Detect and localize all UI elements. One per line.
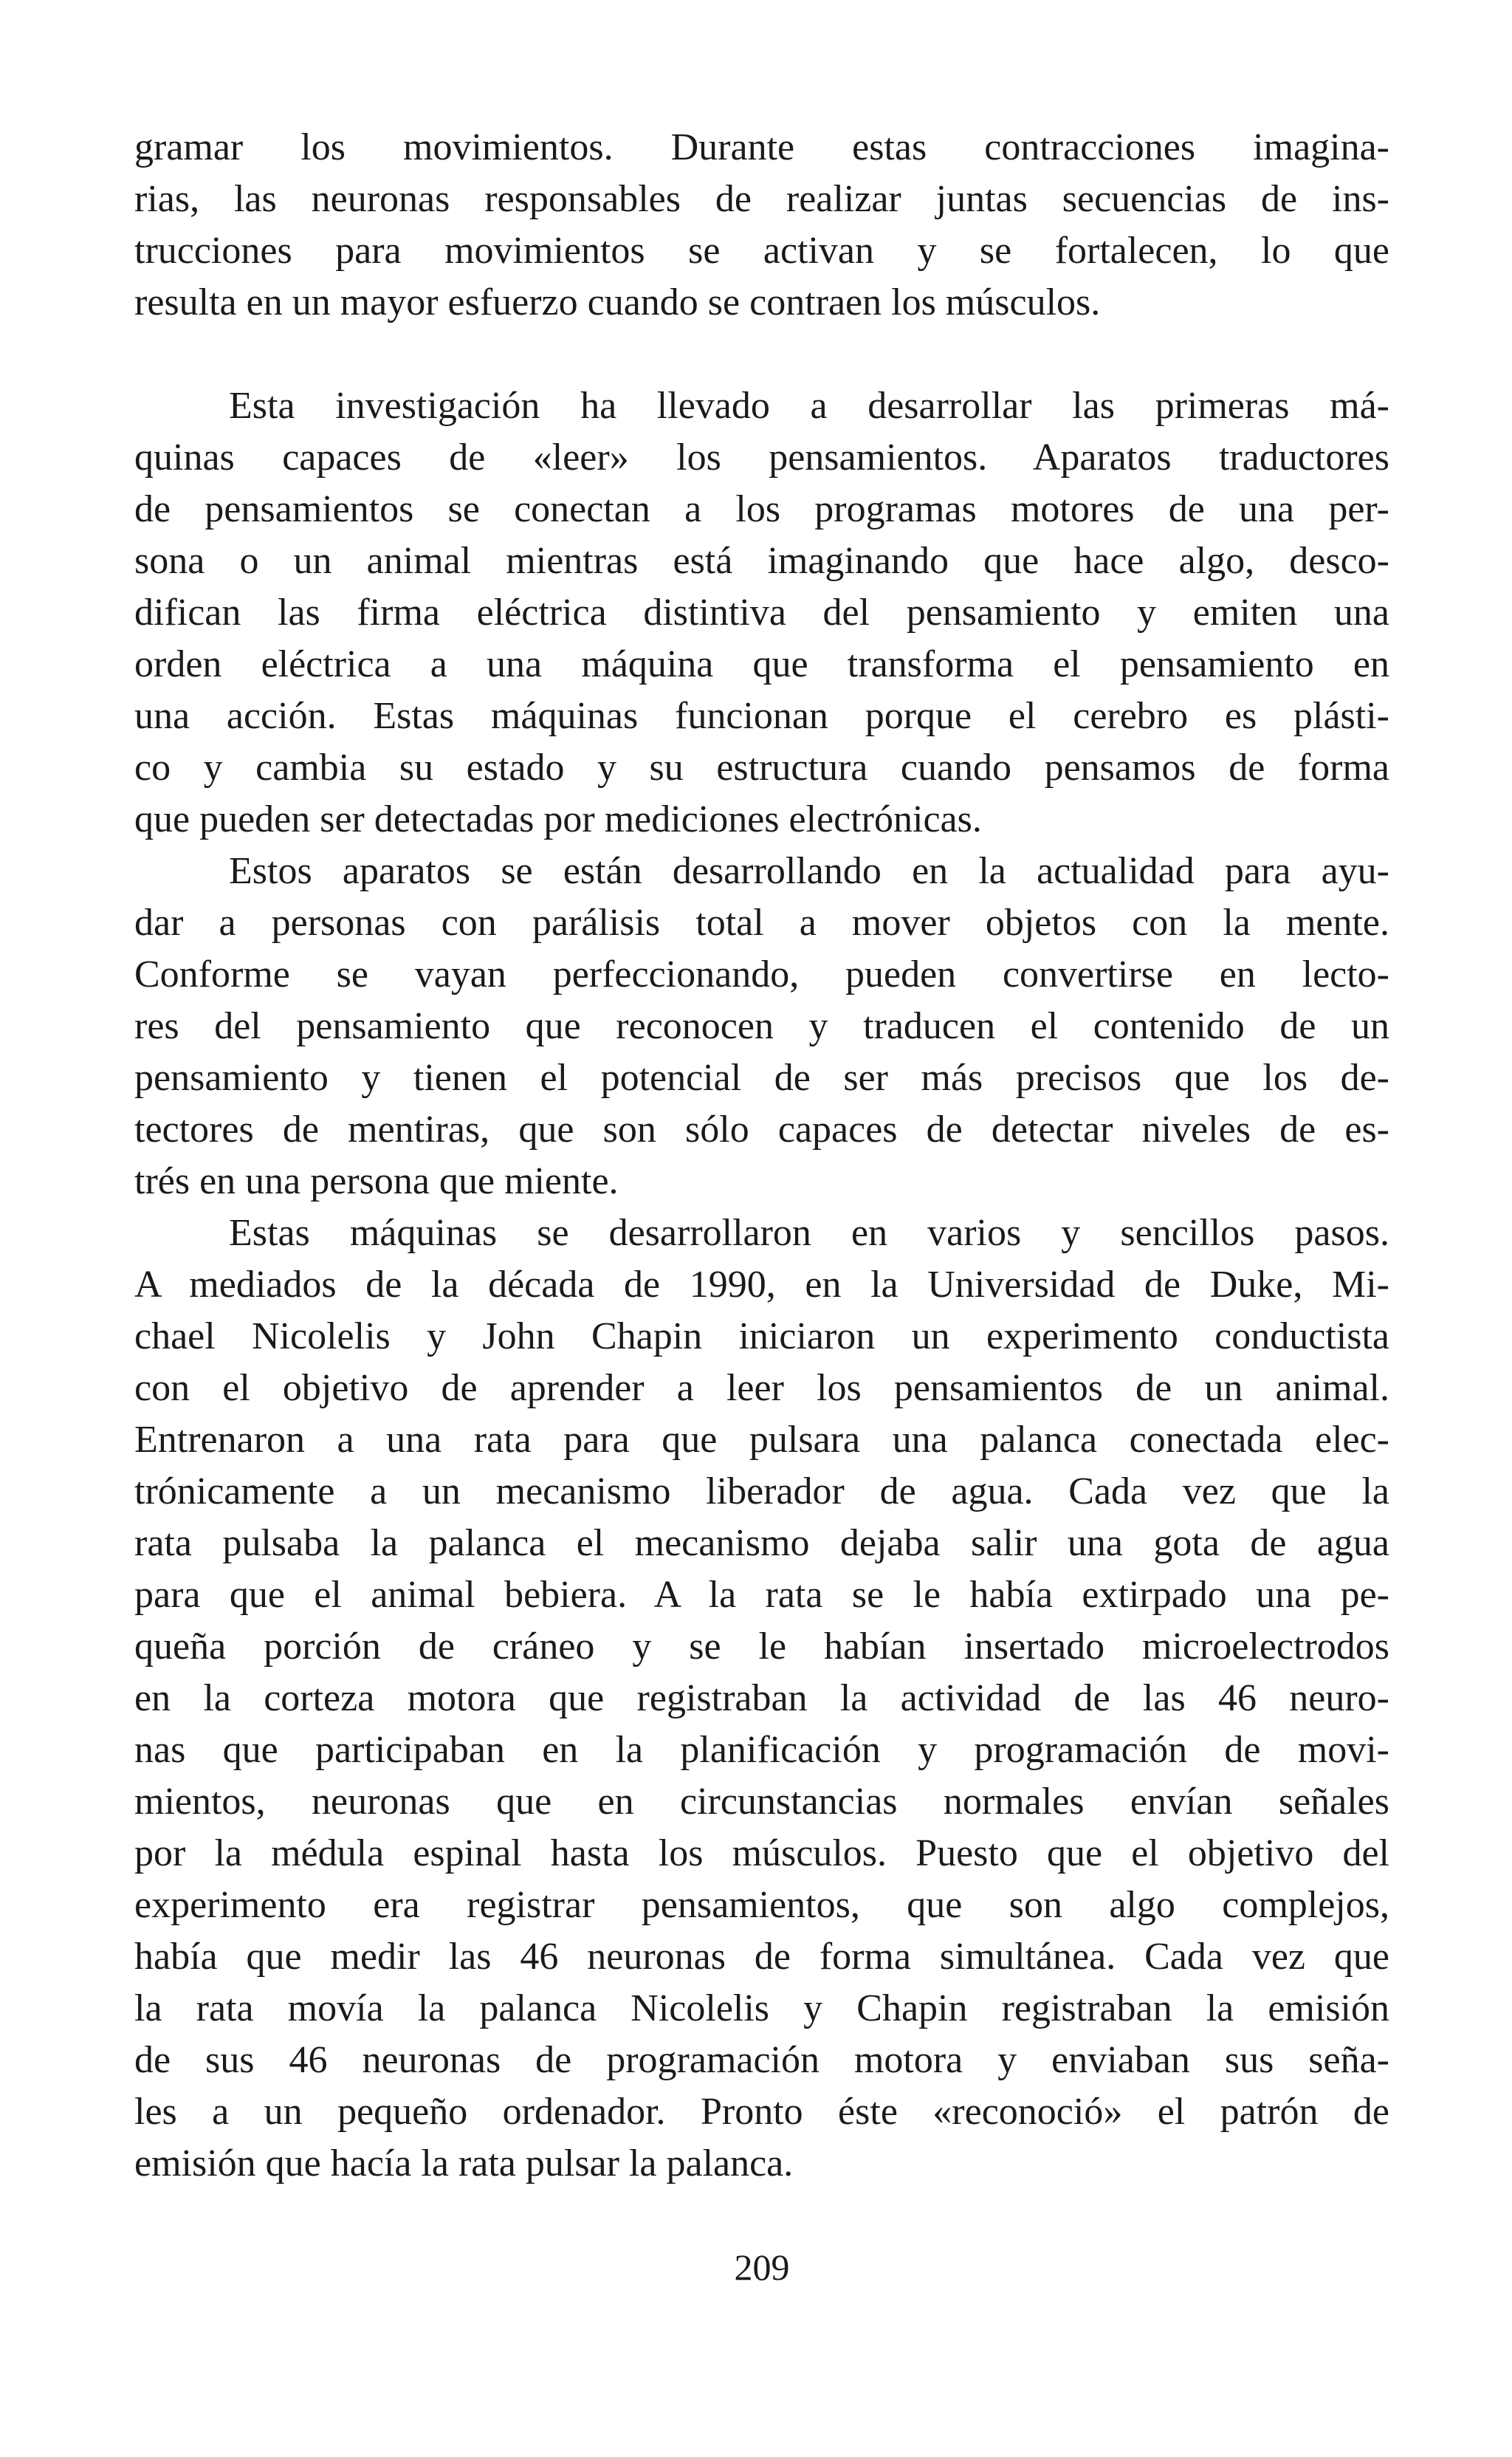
text-line: difican las firma eléctrica distintiva del pensamiento y emiten una [134,592,1389,634]
text-line: quinas capaces de «leer» los pensamientos. Aparatos traductores [134,436,1389,479]
text-line: trucciones para movimientos se activan y se fortalecen, lo que [134,230,1389,272]
paragraph [134,380,1389,846]
text-line: por la médula espinal hasta los músculos. Puesto que el objetivo del [134,1832,1389,1874]
text-line: nas que participaban en la planificación y programación de movi- [134,1729,1389,1771]
text-line: co y cambia su estado y su estructura cuando pensamos de forma [134,747,1389,789]
text-line: emisión que hacía la rata pulsar la palanca. [134,2142,794,2184]
text-line: con el objetivo de aprender a leer los pensamientos de un animal. [134,1367,1389,1409]
book-page [134,0,1389,2457]
text-line: Entrenaron a una rata para que pulsara una palanca conectada elec- [134,1419,1389,1461]
text-line: Conforme se vayan perfeccionando, pueden convertirse en lecto- [134,953,1389,996]
text-line: de sus 46 neuronas de programación motora y enviaban sus seña- [134,2039,1389,2081]
paragraph [134,1207,1389,2190]
text-line: A mediados de la década de 1990, en la Universidad de Duke, Mi- [134,1264,1389,1306]
text-line: les a un pequeño ordenador. Pronto éste «reconoció» el patrón de [134,2091,1389,2133]
paragraph-gap [134,329,1389,380]
text-line: gramar los movimientos. Durante estas contracciones imagina- [134,126,1389,168]
text-line: que pueden ser detectadas por mediciones electrónicas. [134,798,982,840]
text-line: tectores de mentiras, que son sólo capaces de detectar niveles de es- [134,1108,1389,1151]
text-line: mientos, neuronas que en circunstancias normales envían señales [134,1781,1389,1823]
body-text [134,122,1389,2190]
text-line: había que medir las 46 neuronas de forma simultánea. Cada vez que [134,1936,1389,1978]
text-line: una acción. Estas máquinas funcionan porque el cerebro es plásti- [134,695,1389,737]
text-line: Estas máquinas se desarrollaron en varios y sencillos pasos. [229,1212,1389,1254]
text-line: orden eléctrica a una máquina que transforma el pensamiento en [134,643,1389,685]
text-line: Esta investigación ha llevado a desarrollar las primeras má- [229,385,1389,427]
page-number: 209 [734,2247,790,2288]
text-line: en la corteza motora que registraban la actividad de las 46 neuro- [134,1677,1389,1719]
text-line: rata pulsaba la palanca el mecanismo dejaba salir una gota de agua [134,1522,1389,1564]
text-line: pensamiento y tienen el potencial de ser más precisos que los de- [134,1057,1389,1099]
text-line: trónicamente a un mecanismo liberador de agua. Cada vez que la [134,1470,1389,1512]
paragraph [134,846,1389,1207]
text-line: sona o un animal mientras está imaginando que hace algo, desco- [134,540,1389,582]
text-line: rias, las neuronas responsables de realizar juntas secuencias de ins- [134,178,1389,220]
text-line: queña porción de cráneo y se le habían insertado microelectrodos [134,1625,1389,1668]
text-line: trés en una persona que miente. [134,1160,619,1202]
text-line: chael Nicolelis y John Chapin iniciaron un experimento conductista [134,1315,1389,1357]
text-line: resulta en un mayor esfuerzo cuando se contraen los músculos. [134,281,1101,323]
text-line: dar a personas con parálisis total a mover objetos con la mente. [134,902,1389,944]
paragraph [134,122,1389,329]
text-line: de pensamientos se conectan a los programas motores de una per- [134,488,1389,530]
text-line: res del pensamiento que reconocen y traducen el contenido de un [134,1005,1389,1047]
text-line: la rata movía la palanca Nicolelis y Chapin registraban la emisión [134,1987,1389,2029]
text-line: experimento era registrar pensamientos, que son algo complejos, [134,1884,1389,1926]
text-line: Estos aparatos se están desarrollando en la actualidad para ayu- [229,850,1389,892]
text-line: para que el animal bebiera. A la rata se le había extirpado una pe- [134,1574,1389,1616]
